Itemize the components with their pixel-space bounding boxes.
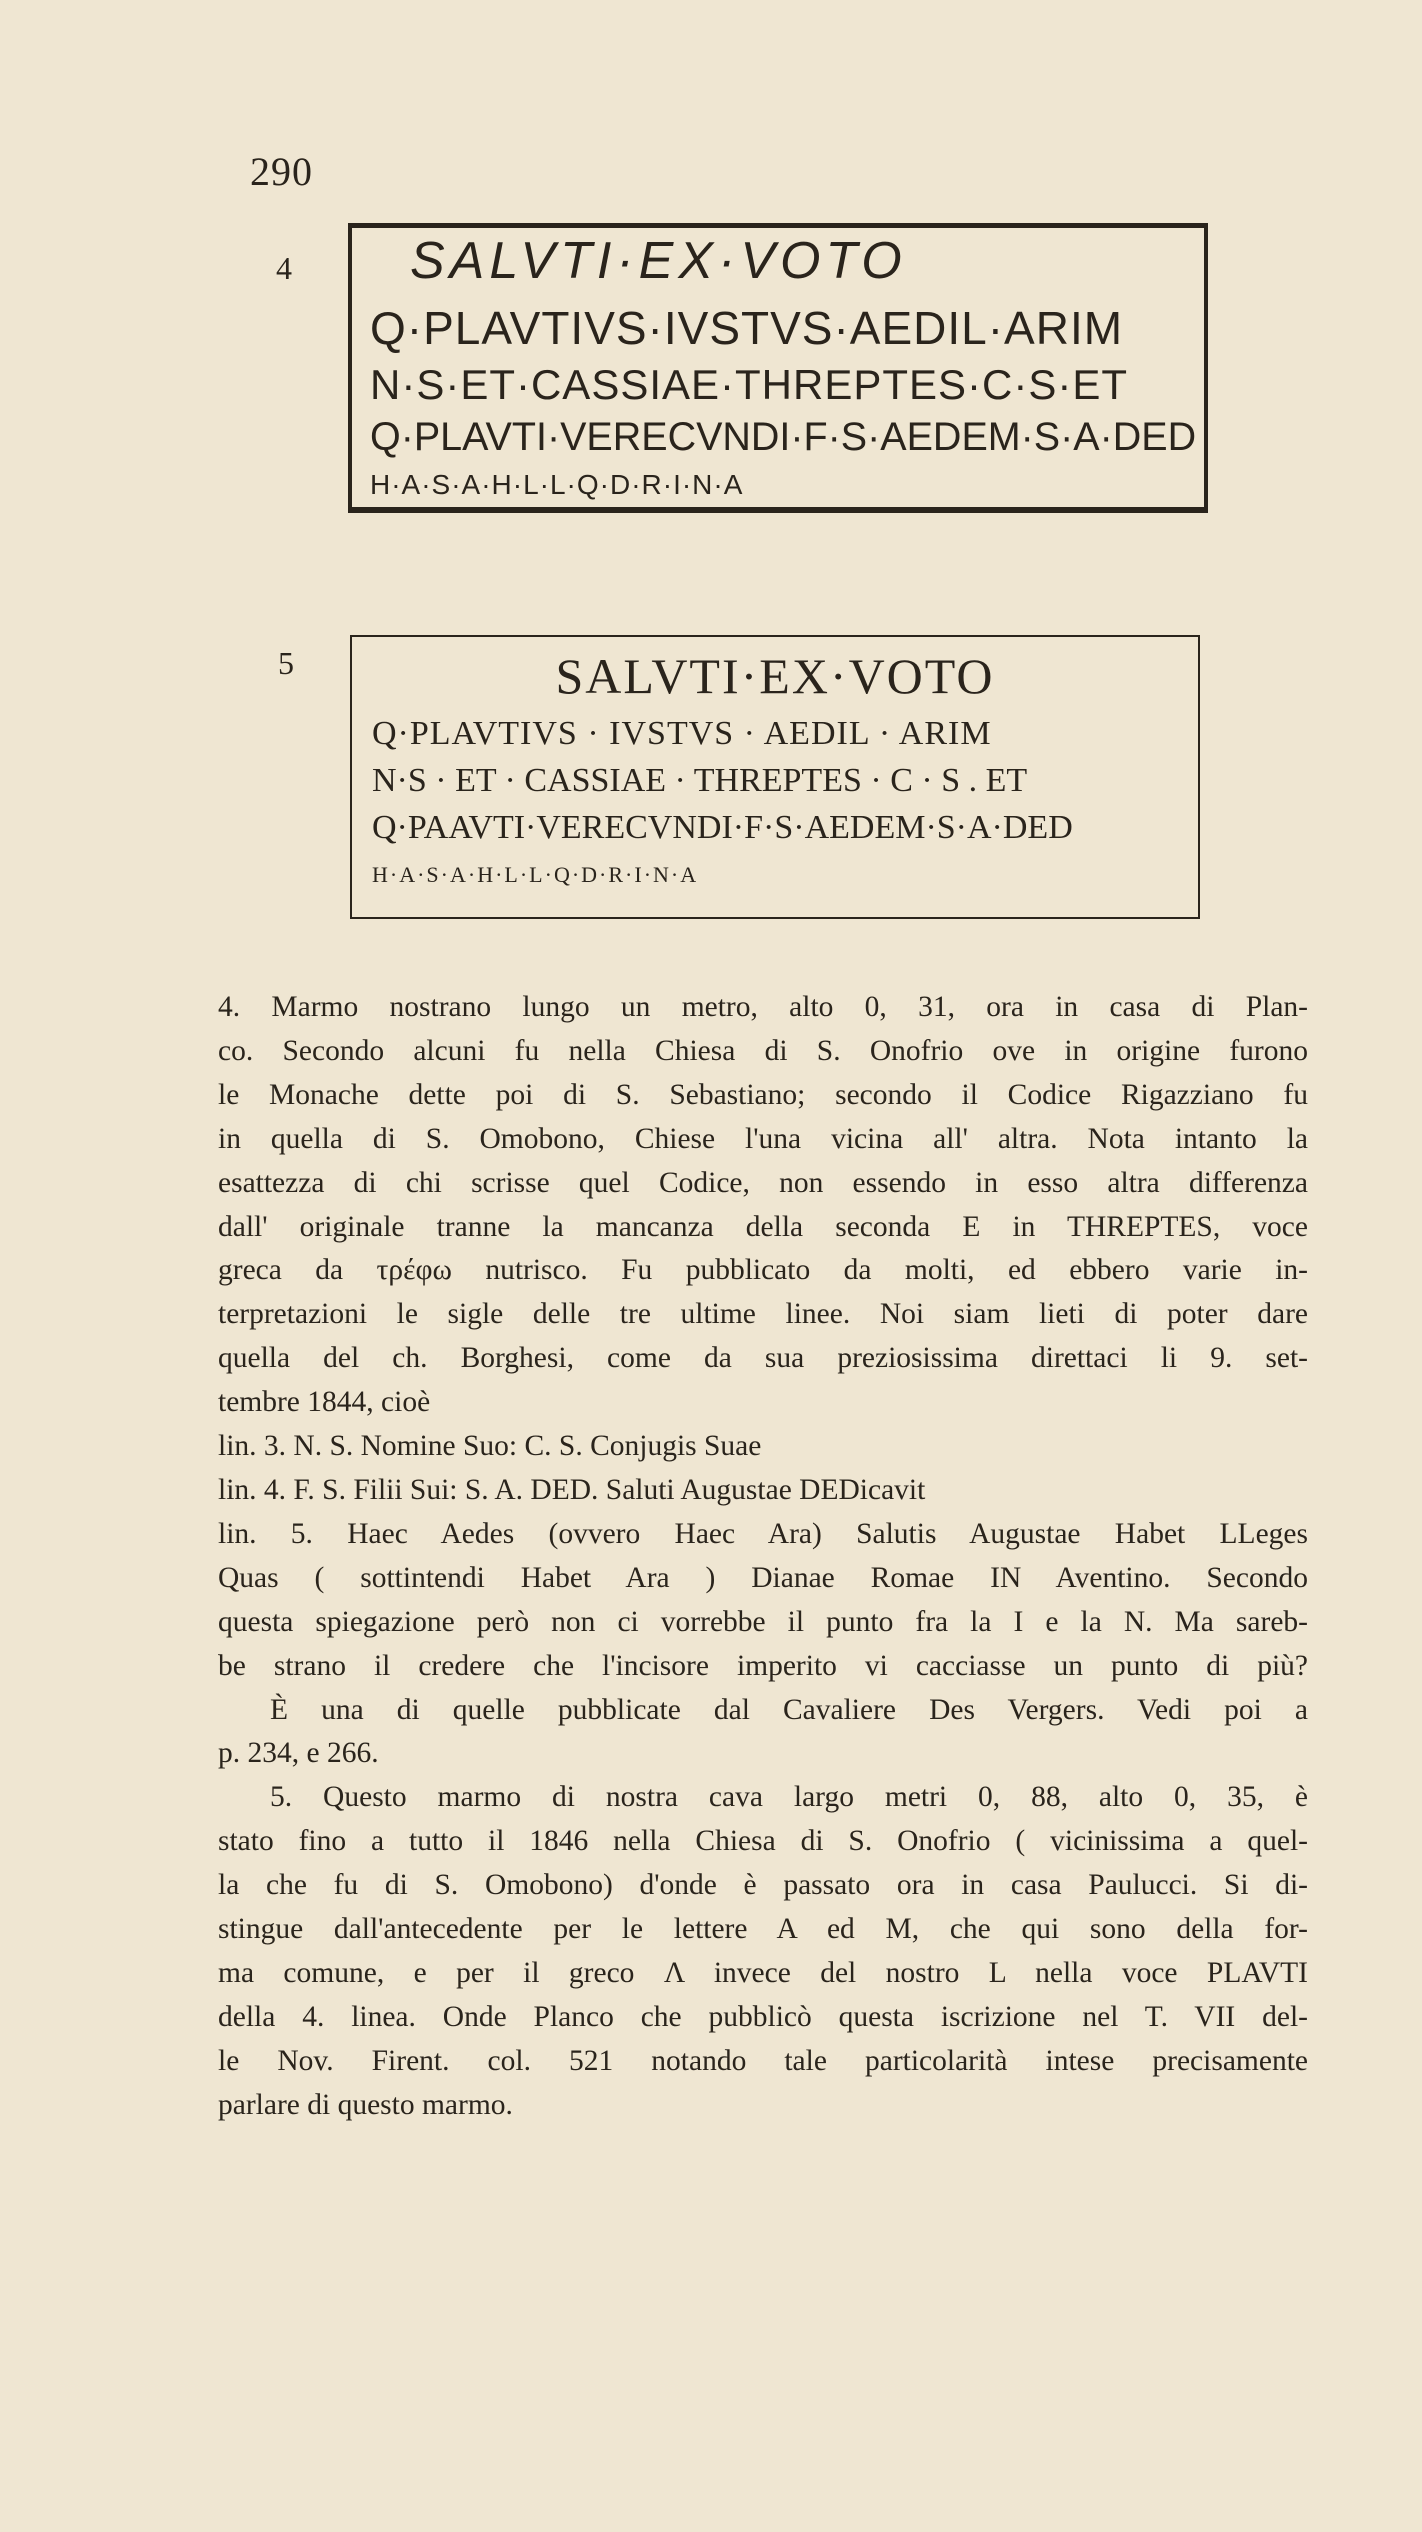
text-line: Quas ( sottintendi Habet Ara ) Dianae Romae IN Aventino. Secondo	[218, 1561, 1308, 1594]
text-line: È una di quelle pubblicate dal Cavaliere Des Vergers. Vedi poi a	[270, 1693, 1308, 1726]
inscription-4-line-5: H·A·S·A·H·L·L·Q·D·R·I·N·A	[370, 469, 744, 500]
inscription-5-line-4: Q·PAAVTI·VERECVNDI·F·S·AEDEM·S·A·DED	[372, 809, 1073, 846]
inscription-4-line-1: SALVTI·EX·VOTO	[410, 232, 907, 290]
text-line: dall' originale tranne la mancanza della seconda E in THREPTES, voce	[218, 1210, 1308, 1243]
inscription-4-number: 4	[276, 250, 292, 286]
text-line: questa spiegazione però non ci vorrebbe il punto fra la I e la N. Ma sareb-	[218, 1605, 1308, 1638]
inscription-5-line-5: H·A·S·A·H·L·L·Q·D·R·I·N·A	[372, 862, 699, 887]
text-line: le Monache dette poi di S. Sebastiano; secondo il Codice Rigazziano fu	[218, 1078, 1308, 1111]
text-line: stato fino a tutto il 1846 nella Chiesa di S. Onofrio ( vicinissima a quel-	[218, 1825, 1308, 1858]
inscription-5-transcription	[350, 635, 1200, 919]
text-line: tembre 1844, cioè	[218, 1386, 431, 1419]
inscription-4-line-4: Q·PLAVTI·VERECVNDI·F·S·AEDEM·S·A·DED	[370, 415, 1197, 459]
text-line: terpretazioni le sigle delle tre ultime linee. Noi siam lieti di poter dare	[218, 1298, 1308, 1331]
text-line: in quella di S. Omobono, Chiese l'una vicina all' altra. Nota intanto la	[218, 1122, 1308, 1155]
inscription-5-number: 5	[278, 645, 294, 681]
text-line: lin. 5. Haec Aedes (ovvero Haec Ara) Salutis Augustae Habet LLeges	[218, 1517, 1308, 1550]
inscription-4-frame-left	[348, 223, 352, 513]
inscription-4-facsimile	[348, 223, 1208, 503]
text-line: parlare di questo marmo.	[218, 2088, 513, 2121]
text-line: p. 234, e 266.	[218, 1737, 379, 1770]
page-number: 290	[250, 149, 313, 194]
text-line: greca da τρέφω nutrisco. Fu pubblicato da molti, ed ebbero varie in-	[218, 1254, 1308, 1287]
inscription-4-frame-top	[348, 223, 1208, 228]
inscription-5-line-2: Q·PLAVTIVS · IVSTVS · AEDIL · ARIM	[372, 715, 992, 752]
text-line: co. Secondo alcuni fu nella Chiesa di S. Onofrio ove in origine furono	[218, 1034, 1308, 1067]
text-line: esattezza di chi scrisse quel Codice, non essendo in esso altra differenza	[218, 1166, 1308, 1199]
inscription-4-line-3: N·S·ET·CASSIAE·THREPTES·C·S·ET	[370, 361, 1129, 408]
text-line: be strano il credere che l'incisore imperito vi cacciasse un punto di più?	[218, 1649, 1308, 1682]
text-line: 5. Questo marmo di nostra cava largo metri 0, 88, alto 0, 35, è	[270, 1781, 1308, 1814]
text-line: 4. Marmo nostrano lungo un metro, alto 0, 31, ora in casa di Plan-	[218, 991, 1308, 1023]
text-line: stingue dall'antecedente per le lettere A ed M, che qui sono della for-	[218, 1913, 1308, 1946]
text-line: ma comune, e per il greco Λ invece del nostro L nella voce PLAVTI	[218, 1956, 1308, 1989]
text-line: le Nov. Firent. col. 521 notando tale particolarità intese precisamente	[218, 2044, 1308, 2077]
text-line: della 4. linea. Onde Planco che pubblicò questa iscrizione nel T. VII del-	[218, 2000, 1308, 2033]
inscription-4-frame-bottom	[348, 507, 1208, 513]
text-line: la che fu di S. Omobono) d'onde è passato ora in casa Paulucci. Si di-	[218, 1869, 1308, 1902]
text-line: quella del ch. Borghesi, come da sua preziosissima direttaci li 9. set-	[218, 1342, 1308, 1375]
commentary-text	[218, 986, 1308, 2128]
inscription-5-line-3: N·S · ET · CASSIAE · THREPTES · C · S . ET	[372, 762, 1028, 799]
text-line: lin. 4. F. S. Filii Sui: S. A. DED. Saluti Augustae DEDicavit	[218, 1473, 926, 1506]
text-line: lin. 3. N. S. Nomine Suo: C. S. Conjugis Suae	[218, 1430, 762, 1463]
inscription-5-line-1: SALVTI·EX·VOTO	[555, 648, 995, 704]
inscription-4-line-2: Q·PLAVTIVS·IVSTVS·AEDIL·ARIM	[370, 302, 1124, 354]
